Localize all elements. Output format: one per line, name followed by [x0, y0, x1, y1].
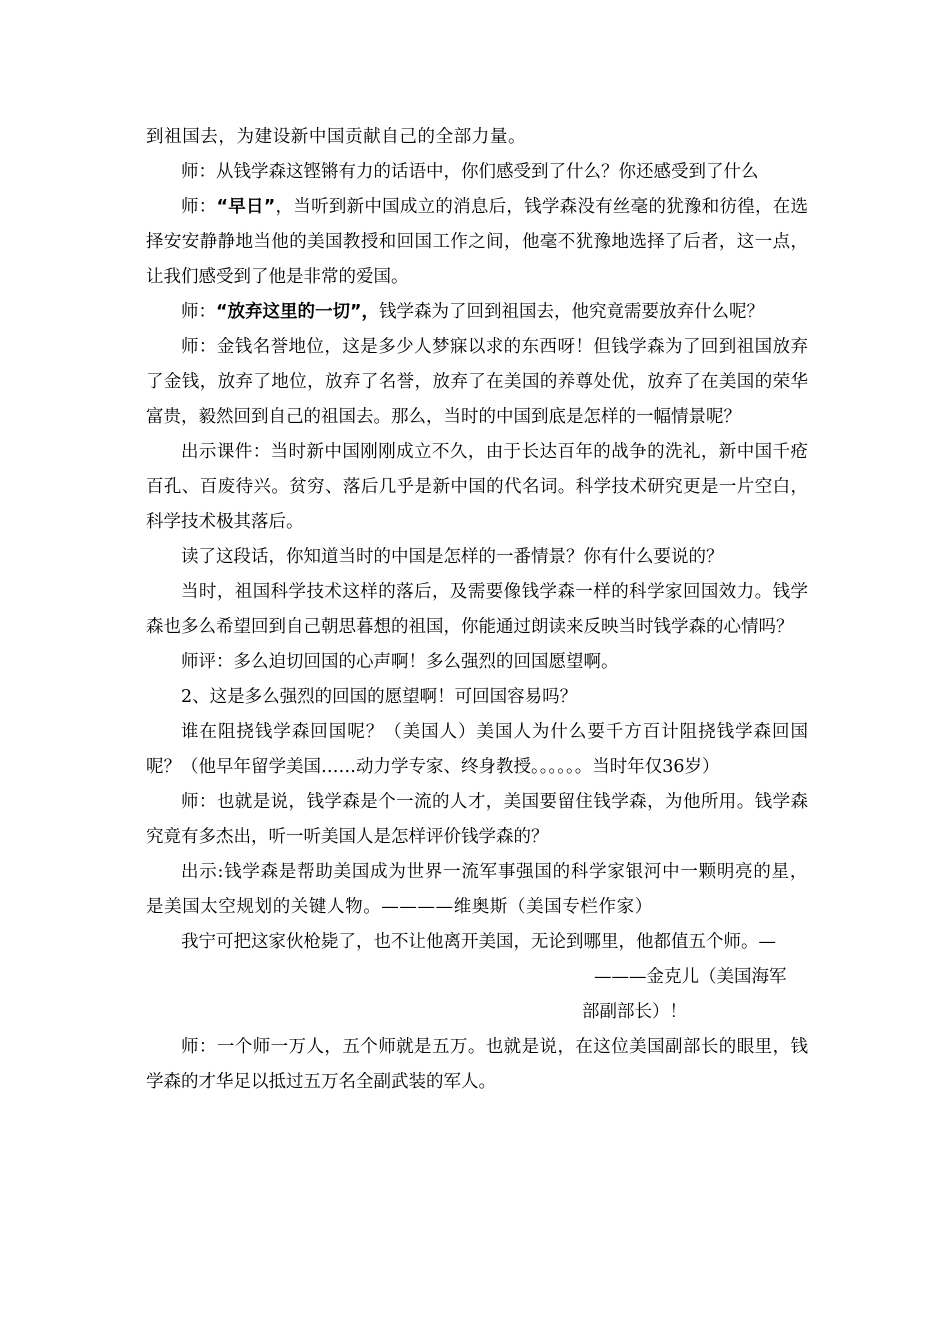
quote-paragraph: 我宁可把这家伙枪毙了，也不让他离开美国，无论到哪里，他都值五个师。— — [181, 932, 776, 952]
paragraph — [146, 295, 808, 330]
quote-attribution: 部副部长）！ — [582, 1002, 687, 1022]
paragraph: 谁在阻挠钱学森回国呢？（美国人）美国人为什么要千方百计阻挠钱学森回国呢？（他早年留学美国……动力学专家、终身教授。。。。。。当时年仅36岁） — [146, 722, 808, 777]
paragraph: 师：也就是说，钱学森是个一流的人才，美国要留住钱学森，为他所用。钱学森究竟有多杰出，听一听美国人是怎样评价钱学森的？ — [146, 792, 808, 847]
bold-quote: “早日” — [216, 197, 276, 217]
paragraph: 师：一个师一万人，五个师就是五万。也就是说，在这位美国副部长的眼里，钱学森的才华足以抵过五万名全副武装的军人。 — [146, 1037, 808, 1092]
paragraph: 读了这段话，你知道当时的中国是怎样的一番情景？你有什么要说的？ — [181, 547, 724, 567]
quote-attribution: ———金克儿（美国海军 — [594, 967, 787, 987]
paragraph: 师：从钱学森这铿锵有力的话语中，你们感受到了什么？你还感受到了什么 — [181, 162, 759, 182]
paragraph: 2、这是多么强烈的回国的愿望啊！可回国容易吗？ — [181, 687, 578, 707]
paragraph: 当时，祖国科学技术这样的落后，及需要像钱学森一样的科学家回国效力。钱学森也多么希望回到自己朝思暮想的祖国，你能通过朗读来反映当时钱学森的心情吗？ — [146, 582, 808, 637]
paragraph-text: ，当听到新中国成立的消息后，钱学森没有丝毫的犹豫和彷徨，在选择安安静静地当他的美国教授和回国工作之间，他毫不犹豫地选择了后者，这一点，让我们感受到了他是非常的爱国。 — [146, 197, 808, 287]
quote-paragraph: 出示:钱学森是帮助美国成为世界一流军事强国的科学家银河中一颗明亮的星，是美国太空规划的关键人物。————维奥斯（美国专栏作家） — [146, 862, 808, 917]
paragraph: 出示课件：当时新中国刚刚成立不久，由于长达百年的战争的洗礼，新中国千疮百孔、百废待兴。贫穷、落后几乎是新中国的代名词。科学技术研究更是一片空白，科学技术极其落后。 — [146, 442, 808, 532]
paragraph-text: 钱学森为了回到祖国去，他究竟需要放弃什么呢？ — [379, 302, 765, 322]
bold-quote: “放弃这里的一切”， — [216, 302, 380, 322]
document-body — [146, 120, 808, 1100]
speaker-label: 师： — [181, 302, 216, 322]
paragraph: 师：金钱名誉地位，这是多少人梦寐以求的东西呀！但钱学森为了回到祖国放弃了金钱，放弃了地位，放弃了名誉，放弃了在美国的养尊处优，放弃了在美国的荣华富贵，毅然回到自己的祖国去。那么，当时的中国到底是怎样的一幅情景呢？ — [146, 337, 808, 427]
speaker-label: 师： — [181, 197, 217, 217]
paragraph: 到祖国去，为建设新中国贡献自己的全部力量。 — [146, 127, 527, 147]
paragraph — [146, 190, 808, 295]
paragraph: 师评：多么迫切回国的心声啊！多么强烈的回国愿望啊。 — [181, 652, 619, 672]
